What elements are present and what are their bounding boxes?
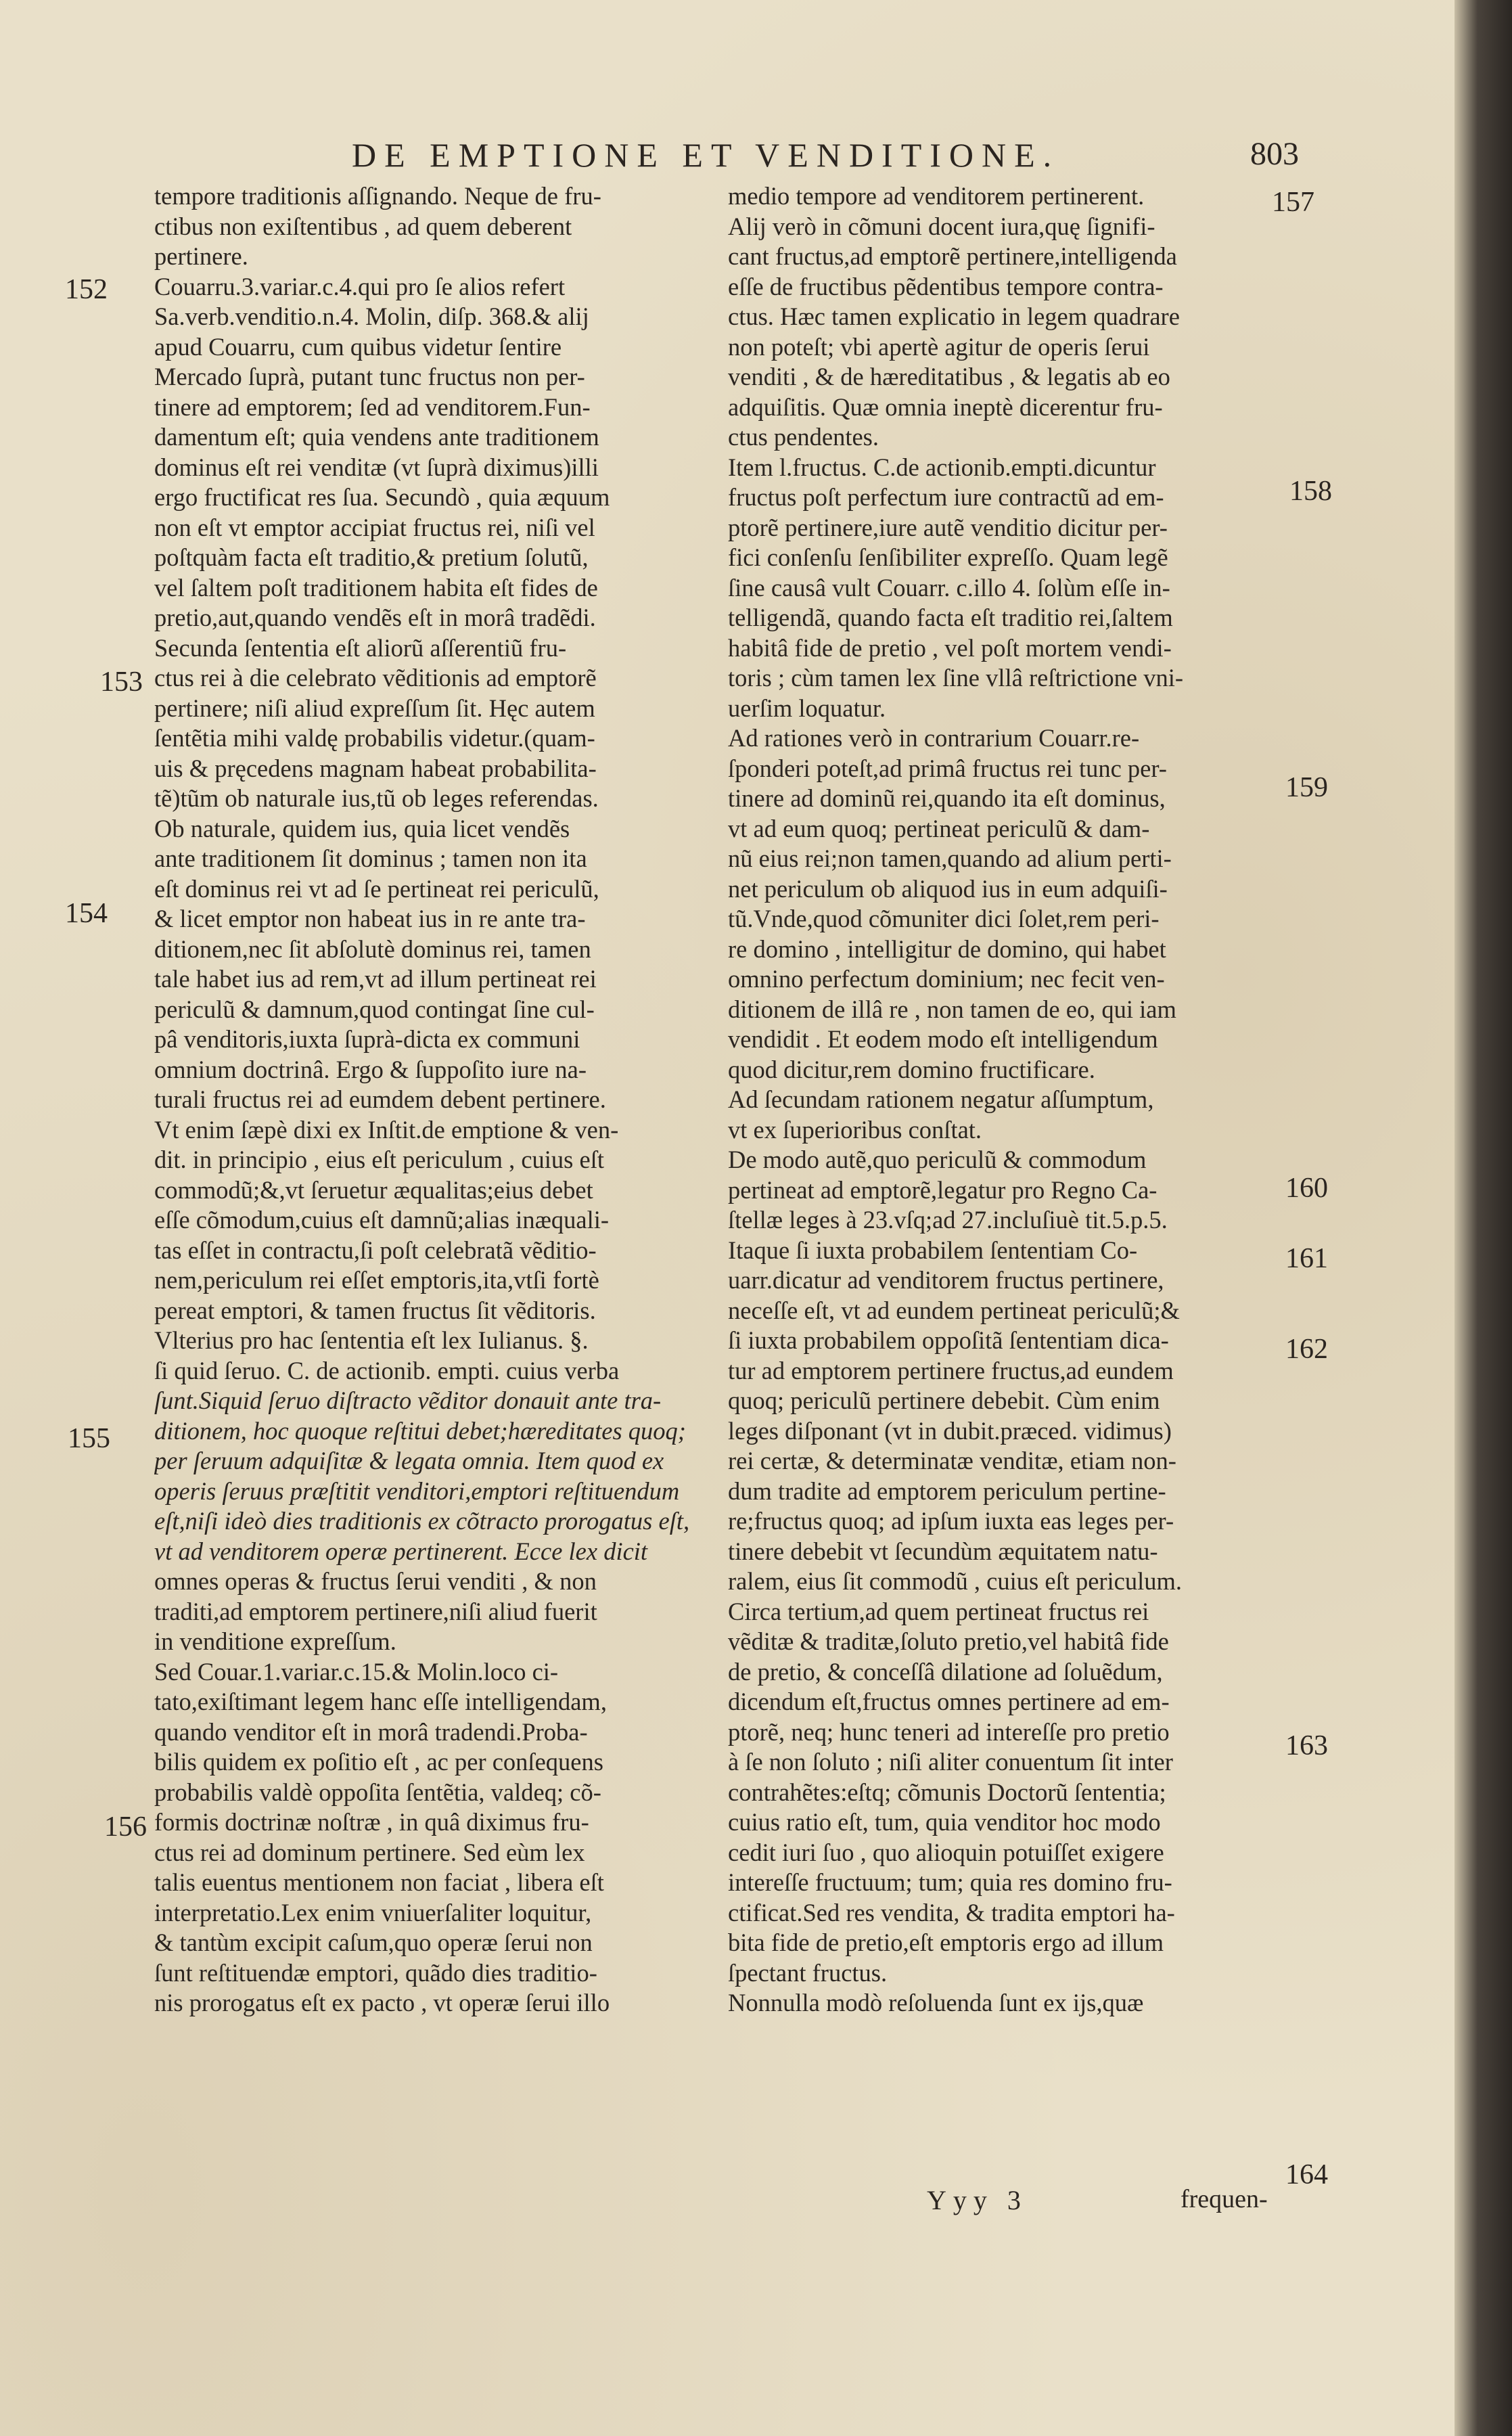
text-line: ſi quid ſeruo. C. de actionib. empti. cuius verba	[154, 1356, 620, 1384]
text-line: traditi,ad emptorem pertinere,niſi aliud fuerit	[154, 1597, 597, 1625]
text-line: ditionem, hoc quoque reſtitui debet;hæreditates quoq;	[154, 1416, 686, 1445]
text-line: turali fructus rei ad eumdem debent pertinere.	[154, 1085, 606, 1113]
text-line: tũ.Vnde,quod cõmuniter dici ſolet,rem peri-	[728, 905, 1160, 932]
margin-number: 152	[65, 274, 108, 305]
text-line: Ad rationes verò in contrarium Couarr.re-	[728, 724, 1140, 752]
text-line: tato,exiſtimant legem hanc eſſe intelligendam,	[154, 1688, 607, 1715]
text-line: de pretio, & conceſſâ dilatione ad ſoluẽdum,	[728, 1657, 1163, 1686]
margin-number: 154	[65, 898, 108, 929]
text-line: eſt,niſi ideò dies traditionis ex cõtracto prorogatus eſt,	[154, 1507, 690, 1535]
text-line: ctus rei à die celebrato vẽditionis ad emptorẽ	[154, 664, 597, 692]
text-line: Sa.verb.venditio.n.4. Molin, diſp. 368.& alij	[154, 302, 589, 330]
text-line: uarr.dicatur ad venditorem fructus pertinere,	[728, 1266, 1164, 1294]
text-line: fructus poſt perfectum iure contractũ ad em-	[728, 483, 1164, 511]
text-line: dum tradite ad emptorem periculum pertine-	[728, 1476, 1166, 1505]
text-line: omnino perfectum dominium; nec fecit ven-	[728, 965, 1165, 993]
text-line: à ſe non ſoluto ; niſi aliter conuentum ſit inter	[728, 1748, 1173, 1776]
text-line: ctificat.Sed res vendita, & tradita emptori ha-	[728, 1898, 1175, 1926]
text-line: commodũ;&,vt ſeruetur æqualitas;eius debet	[154, 1175, 593, 1204]
text-line: leges diſponant (vt in dubit.præced. vidimus)	[728, 1416, 1172, 1445]
text-line: ergo fructificat res ſua. Secundò , quia æquum	[154, 483, 610, 511]
text-line: in venditione expreſſum.	[154, 1627, 396, 1655]
text-line: Circa tertium,ad quem pertineat fructus rei	[728, 1597, 1149, 1625]
text-line: pretio,aut,quando vendẽs eſt in morâ tradẽdi.	[154, 604, 596, 631]
text-line: talis euentus mentionem non faciat , libera eſt	[154, 1868, 604, 1896]
text-line: uis & pręcedens magnam habeat probabilita-	[154, 754, 597, 782]
text-line: re;fructus quoq; ad ipſum iuxta eas leges per-	[728, 1507, 1174, 1535]
text-line: Mercado ſuprà, putant tunc fructus non per-	[154, 363, 585, 390]
text-line: tur ad emptorem pertinere fructus,ad eundem	[728, 1356, 1174, 1384]
text-line: dicendum eſt,fructus omnes pertinere ad em-	[728, 1688, 1170, 1715]
text-line: vẽditæ & traditæ,ſoluto pretio,vel habitâ fide	[728, 1627, 1169, 1655]
text-line: uerſim loquatur.	[728, 694, 886, 722]
text-line: ſponderi poteſt,ad primâ fructus rei tunc per-	[728, 754, 1167, 782]
text-line: ſtellæ leges à 23.vſq;ad 27.incluſiuè tit.5.p.5.	[728, 1206, 1168, 1234]
text-line: adquiſitis. Quæ omnia ineptè dicerentur fru-	[728, 392, 1163, 421]
left-text-column	[154, 181, 704, 2018]
text-line: interpretatio.Lex enim vniuerſaliter loquitur,	[154, 1898, 592, 1926]
text-line: operis ſeruus præſtitit venditori,emptori reſtituendum	[154, 1476, 680, 1505]
text-line: quoq; periculũ pertinere debebit. Cùm enim	[728, 1386, 1160, 1414]
text-line: apud Couarru, cum quibus videtur ſentire	[154, 332, 562, 361]
margin-number: 158	[1289, 476, 1332, 507]
text-line: ſentẽtia mihi valdę probabilis videtur.(quam-	[154, 724, 595, 752]
text-line: ante traditionem ſit dominus ; tamen non ita	[154, 844, 587, 872]
margin-number: 153	[100, 667, 143, 698]
text-line: nem,periculum rei eſſet emptoris,ita,vtſi fortè	[154, 1266, 599, 1294]
text-line: ditionem de illâ re , non tamen de eo, qui iam	[728, 995, 1176, 1023]
text-line: ralem, eius ſit commodũ , cuius eſt periculum.	[728, 1567, 1183, 1595]
text-line: nũ eius rei;non tamen,quando ad alium perti-	[728, 844, 1172, 872]
text-line: ctus. Hæc tamen explicatio in legem quadrare	[728, 302, 1180, 330]
text-line: Ob naturale, quidem ius, quia licet vendẽs	[154, 814, 570, 842]
text-line: eſſe cõmodum,cuius eſt damnũ;alias inæquali-	[154, 1206, 610, 1234]
text-line: re domino , intelligitur de domino, qui habet	[728, 934, 1166, 963]
text-line: Ad ſecundam rationem negatur aſſumptum,	[728, 1085, 1154, 1113]
text-line: eſt dominus rei vt ad ſe pertineat rei periculũ,	[154, 874, 599, 903]
text-line: ditionem,nec ſit abſolutè dominus rei, tamen	[154, 934, 591, 963]
text-line: venditi , & de hæreditatibus , & legatis ab eo	[728, 363, 1170, 390]
text-line: non poteſt; vbi apertè agitur de operis ſerui	[728, 332, 1150, 361]
text-line: tinere ad dominũ rei,quando ita eſt dominus,	[728, 784, 1166, 812]
text-line: vt ad eum quoq; pertineat periculũ & dam-	[728, 814, 1150, 842]
text-line: vel ſaltem poſt traditionem habita eſt fides de	[154, 573, 598, 602]
text-line: ctibus non exiſtentibus , ad quem deberent	[154, 212, 572, 240]
catchword: frequen-	[1181, 2185, 1268, 2213]
margin-number: 161	[1285, 1243, 1328, 1274]
text-line: tẽ)tũm ob naturale ius,tũ ob leges referendas.	[154, 784, 599, 812]
text-line: damentum eſt; quia vendens ante traditionem	[154, 423, 599, 451]
text-line: neceſſe eſt, vt ad eundem pertineat periculũ;&	[728, 1296, 1180, 1324]
text-line: fici conſenſu ſenſibiliter expreſſo. Quam legẽ	[728, 543, 1168, 571]
text-line: ſunt.Siquid ſeruo diſtracto vẽditor donauit ante tra-	[154, 1386, 662, 1414]
text-line: rei certæ, & determinatæ venditæ, etiam non-	[728, 1447, 1176, 1474]
text-line: cuius ratio eſt, tum, quia venditor hoc modo	[728, 1808, 1161, 1836]
margin-number: 162	[1285, 1334, 1328, 1365]
text-line: ctus rei ad dominum pertinere. Sed eùm lex	[154, 1838, 585, 1866]
margin-number: 155	[68, 1423, 110, 1454]
text-line: Sed Couar.1.variar.c.15.& Molin.loco ci-	[154, 1657, 559, 1686]
text-line: toris ; cùm tamen lex ſine vllâ reſtrictione vni-	[728, 664, 1184, 692]
margin-number: 164	[1285, 2159, 1328, 2190]
margin-number: 159	[1285, 772, 1328, 803]
text-line: pertinere.	[154, 242, 248, 270]
text-line: Nonnulla modò reſoluenda ſunt ex ijs,quæ	[728, 1989, 1144, 2016]
text-line: bita fide de pretio,eſt emptoris ergo ad illum	[728, 1928, 1164, 1956]
text-line: contrahẽtes:eſtq; cõmunis Doctorũ ſententia;	[728, 1778, 1166, 1806]
text-line: ptorẽ, neq; hunc teneri ad intereſſe pro pretio	[728, 1717, 1170, 1746]
text-line: & tantùm excipit caſum,quo operæ ſerui non	[154, 1928, 593, 1956]
text-line: eſſe de fructibus pẽdentibus tempore contra-	[728, 272, 1164, 300]
text-line: pertineat ad emptorẽ,legatur pro Regno Ca-	[728, 1175, 1158, 1204]
text-line: omnium doctrinâ. Ergo & ſuppoſito iure na-	[154, 1055, 587, 1083]
text-line: periculũ & damnum,quod contingat ſine cul-	[154, 995, 595, 1023]
text-line: tinere ad emptorem; ſed ad venditorem.Fun-	[154, 392, 591, 421]
text-line: formis doctrinæ noſtræ , in quâ diximus fru-	[154, 1808, 589, 1836]
text-line: omnes operas & fructus ſerui venditi , & non	[154, 1567, 597, 1595]
text-line: Item l.fructus. C.de actionib.empti.dicuntur	[728, 453, 1156, 481]
page-header	[352, 135, 1299, 176]
text-line: ctus pendentes.	[728, 423, 879, 451]
text-line: tas eſſet in contractu,ſi poſt celebratã vẽditio-	[154, 1236, 597, 1264]
text-line: ſpectant fructus.	[728, 1958, 888, 1987]
text-line: ſine causâ vult Couarr. c.illo 4. ſolùm eſſe in-	[728, 573, 1170, 602]
text-line: bilis quidem ex poſitio eſt , ac per conſequens	[154, 1748, 603, 1776]
text-line: medio tempore ad venditorem pertinerent.	[728, 182, 1145, 210]
text-line: cant fructus,ad emptorẽ pertinere,intelligenda	[728, 242, 1177, 270]
text-line: Vt enim ſæpè dixi ex Inſtit.de emptione & ven-	[154, 1115, 619, 1144]
signature-mark: Yyy 3	[927, 2185, 1028, 2215]
text-line: intereſſe fructuum; tum; quia res domino fru-	[728, 1868, 1172, 1896]
page-number: 803	[1250, 136, 1299, 172]
text-line: Itaque ſi iuxta probabilem ſententiam Co-	[728, 1236, 1138, 1264]
margin-number: 163	[1285, 1730, 1328, 1761]
text-line: Vlterius pro hac ſententia eſt lex Iulianus. §.	[154, 1326, 589, 1354]
right-text-column	[728, 181, 1287, 2018]
text-line: quod dicitur,rem domino fructificare.	[728, 1055, 1095, 1083]
text-line: net periculum ob aliquod ius in eum adquiſi-	[728, 874, 1168, 903]
text-line: ptorẽ pertinere,iure autẽ venditio dicitur per-	[728, 513, 1168, 541]
margin-number: 157	[1272, 187, 1314, 218]
text-line: Couarru.3.variar.c.4.qui pro ſe alios refert	[154, 272, 566, 300]
text-line: tinere debebit vt ſecundùm æquitatem natu-	[728, 1537, 1158, 1565]
text-line: habitâ fide de pretio , vel poſt mortem vendi-	[728, 633, 1172, 662]
text-line: Secunda ſententia eſt aliorũ aſſerentiũ fru-	[154, 633, 567, 662]
text-line: ſi iuxta probabilem oppoſitã ſententiam dica-	[728, 1326, 1169, 1354]
text-line: tale habet ius ad rem,vt ad illum pertineat rei	[154, 965, 597, 993]
text-line: telligendã, quando facta eſt traditio rei,ſaltem	[728, 604, 1173, 631]
text-line: Alij verò in cõmuni docent iura,quę ſignifi-	[728, 212, 1155, 240]
margin-number: 160	[1285, 1173, 1328, 1204]
page-edge-shadow	[1454, 0, 1512, 2436]
text-line: De modo autẽ,quo periculũ & commodum	[728, 1146, 1147, 1173]
text-line: vt ad venditorem operæ pertinerent. Ecce lex dicit	[154, 1537, 648, 1565]
text-line: dominus eſt rei venditæ (vt ſuprà diximus)illi	[154, 453, 599, 481]
text-line: dit. in principio , eius eſt periculum , cuius eſt	[154, 1146, 604, 1173]
text-line: quando venditor eſt in morâ tradendi.Proba-	[154, 1717, 588, 1746]
text-line: vendidit . Et eodem modo eſt intelligendum	[728, 1025, 1158, 1053]
text-line: pereat emptori, & tamen fructus ſit vẽditoris.	[154, 1296, 596, 1324]
text-line: pâ venditoris,iuxta ſuprà-dicta ex communi	[154, 1025, 580, 1053]
running-head: DE EMPTIONE ET VENDITIONE.	[352, 136, 1060, 174]
text-line: ſunt reſtituendæ emptori, quãdo dies traditio-	[154, 1958, 597, 1987]
text-line: & licet emptor non habeat ius in re ante tra-	[154, 905, 586, 932]
text-line: probabilis valdè oppoſita ſentẽtia, valdeq; cõ-	[154, 1778, 601, 1806]
text-line: pertinere; niſi aliud expreſſum ſit. Hęc autem	[154, 694, 595, 722]
text-line: poſtquàm facta eſt traditio,& pretium ſolutũ,	[154, 543, 589, 571]
text-line: non eſt vt emptor accipiat fructus rei, niſi vel	[154, 513, 595, 541]
text-line: tempore traditionis aſſignando. Neque de fru-	[154, 182, 601, 210]
margin-number: 156	[104, 1811, 147, 1843]
text-line: per ſeruum adquiſitæ & legata omnia. Item quod ex	[154, 1447, 664, 1474]
text-line: vt ex ſuperioribus conſtat.	[728, 1115, 982, 1144]
text-line: nis prorogatus eſt ex pacto , vt operæ ſerui illo	[154, 1989, 610, 2016]
text-line: cedit iuri ſuo , quo alioquin potuiſſet exigere	[728, 1838, 1164, 1866]
